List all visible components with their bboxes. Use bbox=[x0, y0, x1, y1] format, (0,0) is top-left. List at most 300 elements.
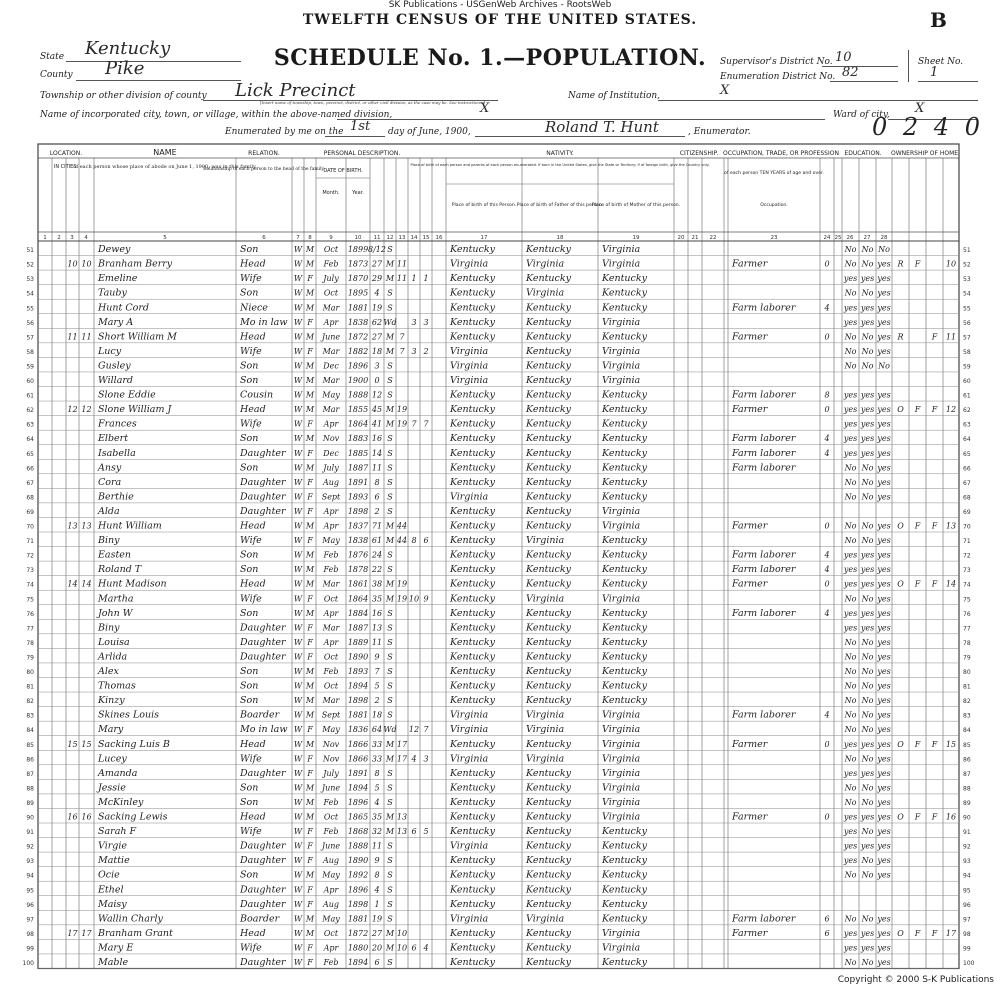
cell-year: 1880 bbox=[347, 943, 369, 953]
cell-month: July bbox=[323, 463, 339, 473]
cell-age: 35 bbox=[371, 594, 383, 604]
cell-age: 4 bbox=[374, 797, 380, 807]
cell-color: W bbox=[293, 827, 303, 837]
cell-pob: Kentucky bbox=[450, 447, 495, 459]
cell-age: 8 bbox=[374, 477, 380, 487]
cell-ms: S bbox=[387, 623, 393, 633]
cell-age: 61 bbox=[371, 536, 383, 546]
institution-line bbox=[658, 99, 978, 101]
cell-sex: F bbox=[307, 754, 313, 764]
cell-ms: Wd bbox=[383, 725, 397, 735]
cell-age: 7 bbox=[374, 667, 380, 676]
cell-ch: 12 bbox=[408, 725, 420, 735]
source-banner: SK Publications - USGenWeb Archives - RootsWeb bbox=[388, 0, 612, 10]
cell-fam: 13 bbox=[81, 521, 92, 531]
cell-read: yes bbox=[843, 856, 858, 866]
cell-eng: yes bbox=[877, 928, 891, 938]
cell-sex: M bbox=[305, 667, 315, 676]
cell-pobf: Kentucky bbox=[526, 418, 571, 430]
cell-pobf: Virginia bbox=[526, 535, 565, 547]
cell-color: W bbox=[293, 958, 303, 967]
row-number-right: 84 bbox=[963, 727, 971, 735]
cell-eng: yes bbox=[877, 768, 891, 778]
cell-month: Mar bbox=[322, 405, 340, 415]
cell-dw: 13 bbox=[67, 521, 78, 531]
cell-name: Branham Grant bbox=[98, 927, 173, 939]
cell-ms: S bbox=[387, 870, 393, 880]
cell-pob: Kentucky bbox=[450, 869, 495, 881]
row-number-right: 63 bbox=[963, 421, 971, 429]
cell-write: yes bbox=[860, 608, 875, 618]
row-number-right: 92 bbox=[963, 843, 971, 851]
cell-pobm: Virginia bbox=[602, 520, 641, 532]
cell-name: McKinley bbox=[98, 796, 144, 808]
cell-color: W bbox=[293, 245, 303, 255]
cell-pobm: Kentucky bbox=[602, 869, 647, 881]
cell-pobf: Kentucky bbox=[526, 651, 571, 663]
cell-ms: S bbox=[387, 667, 393, 676]
cell-rel: Wife bbox=[240, 345, 262, 357]
enumerated-middle: day of June, 1900, bbox=[388, 127, 471, 137]
cell-rel: Son bbox=[240, 360, 259, 372]
state-line bbox=[66, 60, 241, 62]
cell-name: Wallin Charly bbox=[98, 913, 163, 925]
cell-pobm: Kentucky bbox=[602, 578, 647, 590]
cell-free: F bbox=[914, 812, 921, 822]
cell-pobm: Virginia bbox=[602, 360, 641, 372]
cell-pobm: Kentucky bbox=[602, 884, 647, 896]
cell-rel: Daughter bbox=[240, 840, 286, 852]
cell-cl: 7 bbox=[423, 725, 429, 735]
row-number-right: 67 bbox=[963, 479, 971, 487]
cell-read: No bbox=[844, 463, 857, 473]
row-number-left: 73 bbox=[26, 567, 34, 575]
cell-read: No bbox=[844, 797, 857, 807]
row-number-right: 80 bbox=[963, 669, 971, 676]
cell-age: 24 bbox=[371, 550, 383, 560]
group-header: NAME bbox=[153, 148, 177, 157]
cell-rel: Boarder bbox=[240, 913, 280, 925]
cell-ms: M bbox=[385, 827, 395, 837]
cell-read: yes bbox=[843, 623, 858, 633]
cell-age: 27 bbox=[371, 332, 383, 342]
cell-write: yes bbox=[860, 434, 875, 444]
row-number-right: 53 bbox=[963, 276, 971, 284]
cell-name: Frances bbox=[98, 418, 137, 430]
column-number: 18 bbox=[556, 235, 564, 241]
cell-pobf: Kentucky bbox=[526, 476, 571, 488]
cell-name: Slone William J bbox=[98, 404, 172, 416]
cell-pob: Kentucky bbox=[450, 826, 495, 838]
row-number-left: 76 bbox=[26, 610, 34, 618]
cell-pobf: Kentucky bbox=[526, 360, 571, 372]
cell-pobf: Kentucky bbox=[526, 666, 571, 677]
cell-sex: M bbox=[305, 361, 315, 371]
cell-year: 1876 bbox=[347, 550, 369, 560]
cell-pobf: Kentucky bbox=[526, 375, 571, 386]
cell-name: Hunt William bbox=[98, 520, 162, 532]
cell-pobm: Kentucky bbox=[602, 331, 647, 343]
cell-name: Ocie bbox=[98, 869, 120, 881]
cell-year: 1866 bbox=[347, 754, 369, 764]
cell-month: May bbox=[322, 390, 340, 400]
cell-pob: Kentucky bbox=[450, 666, 495, 677]
cell-eng: yes bbox=[877, 259, 891, 269]
cell-mo: 4 bbox=[824, 565, 830, 575]
cell-year: 1885 bbox=[347, 448, 369, 458]
cell-ms: S bbox=[387, 783, 393, 793]
cell-name: Dewey bbox=[98, 244, 131, 256]
cell-pobm: Virginia bbox=[602, 782, 641, 794]
cell-pob: Kentucky bbox=[450, 462, 495, 474]
cell-pobf: Kentucky bbox=[526, 811, 571, 823]
column-number: 4 bbox=[84, 235, 88, 241]
cell-write: No bbox=[861, 725, 874, 735]
cell-rel: Wife bbox=[240, 942, 262, 954]
row-number-right: 82 bbox=[963, 698, 971, 706]
cell-rel: Daughter bbox=[240, 505, 286, 517]
cell-color: W bbox=[293, 536, 303, 546]
cell-age: 35 bbox=[371, 812, 383, 822]
column-number: 2 bbox=[57, 235, 61, 241]
cell-occ: Farmer bbox=[732, 738, 768, 750]
cell-month: Oct bbox=[323, 594, 339, 604]
cell-pob: Kentucky bbox=[450, 898, 495, 910]
cell-pobf: Virginia bbox=[526, 593, 565, 605]
cell-pob: Kentucky bbox=[450, 927, 495, 939]
cell-mo: 0 bbox=[824, 739, 830, 749]
cell-pobm: Virginia bbox=[602, 942, 641, 954]
place-mother-subheader: Place of birth of Mother of this person. bbox=[591, 203, 681, 208]
cell-year: 1893 bbox=[347, 667, 369, 676]
row-number-left: 75 bbox=[26, 596, 34, 604]
cell-ms: S bbox=[387, 681, 393, 691]
cell-cl: 4 bbox=[423, 943, 429, 953]
cell-age: 1 bbox=[374, 899, 380, 909]
row-number-left: 87 bbox=[26, 770, 34, 778]
cell-write: yes bbox=[860, 812, 875, 822]
column-number: 1 bbox=[43, 235, 47, 241]
cell-name: Martha bbox=[98, 593, 134, 605]
cell-occ: Farm laborer bbox=[732, 462, 796, 474]
cell-year: 1890 bbox=[347, 652, 369, 662]
cell-free: F bbox=[914, 739, 921, 749]
cell-fh: F bbox=[931, 332, 938, 342]
cell-cl: 2 bbox=[423, 346, 429, 356]
column-number: 8 bbox=[308, 235, 312, 241]
cell-name: Roland T bbox=[98, 564, 142, 576]
cell-read: yes bbox=[843, 317, 858, 327]
cell-eng: yes bbox=[877, 739, 891, 749]
cell-my: 10 bbox=[396, 943, 408, 953]
cell-rel: Head bbox=[240, 404, 266, 416]
row-number-right: 55 bbox=[963, 305, 971, 313]
cell-sex: F bbox=[307, 419, 313, 429]
group-header: RELATION. bbox=[248, 150, 280, 157]
cell-my: 44 bbox=[396, 521, 408, 531]
cell-rel: Daughter bbox=[240, 767, 286, 779]
cell-my: 13 bbox=[396, 827, 408, 837]
cell-schn: 14 bbox=[945, 579, 957, 589]
cell-dw: 11 bbox=[67, 332, 78, 342]
cell-pobf: Kentucky bbox=[526, 607, 571, 619]
county-label: County bbox=[40, 70, 73, 80]
cell-write: No bbox=[861, 361, 874, 371]
cell-pobm: Virginia bbox=[602, 796, 641, 808]
cell-pobf: Kentucky bbox=[526, 447, 571, 459]
cell-rel: Daughter bbox=[240, 476, 286, 488]
county-line bbox=[76, 79, 241, 81]
cell-write: yes bbox=[860, 928, 875, 938]
row-number-left: 70 bbox=[26, 523, 34, 531]
cell-rel: Head bbox=[240, 258, 266, 270]
cell-read: yes bbox=[843, 303, 858, 313]
cell-month: Aug bbox=[322, 477, 340, 487]
cell-pob: Kentucky bbox=[450, 404, 495, 416]
cell-color: W bbox=[293, 492, 303, 502]
cell-month: June bbox=[321, 783, 341, 793]
cell-age: 5 bbox=[374, 681, 380, 691]
cell-month: Sept bbox=[321, 492, 341, 502]
cell-rel: Daughter bbox=[240, 855, 286, 867]
cell-pobf: Kentucky bbox=[526, 564, 571, 576]
cell-sex: F bbox=[307, 346, 313, 356]
cell-pob: Kentucky bbox=[450, 418, 495, 430]
row-number-left: 95 bbox=[26, 887, 34, 895]
cell-month: Nov bbox=[322, 754, 340, 764]
column-number: 23 bbox=[770, 235, 778, 241]
row-number-left: 58 bbox=[26, 348, 34, 356]
name-subheader: of each person whose place of abode on June 1, 1900, was in this family. bbox=[73, 164, 257, 170]
row-number-right: 77 bbox=[963, 625, 971, 633]
cell-sex: M bbox=[305, 608, 315, 618]
cell-name: Hunt Cord bbox=[98, 302, 149, 314]
cell-pob: Kentucky bbox=[450, 607, 495, 619]
row-number-right: 56 bbox=[963, 319, 971, 327]
row-number-right: 79 bbox=[963, 654, 971, 662]
row-number-right: 68 bbox=[963, 494, 971, 502]
cell-month: July bbox=[323, 274, 339, 284]
cell-pob: Kentucky bbox=[450, 505, 495, 517]
cell-pobf: Kentucky bbox=[526, 826, 571, 838]
row-number-left: 67 bbox=[26, 479, 34, 487]
cell-rel: Wife bbox=[240, 418, 262, 430]
cell-color: W bbox=[293, 361, 303, 371]
cell-pob: Kentucky bbox=[450, 433, 495, 445]
institution-label: Name of Institution, bbox=[568, 91, 661, 101]
row-number-right: 100 bbox=[963, 960, 975, 967]
row-number-right: 98 bbox=[963, 930, 971, 938]
row-number-right: 54 bbox=[963, 290, 971, 298]
cell-write: yes bbox=[860, 274, 875, 284]
cell-age: 62 bbox=[371, 317, 383, 327]
cell-ms: S bbox=[387, 856, 393, 866]
cell-mo: 4 bbox=[824, 448, 830, 458]
cell-name: Emeline bbox=[98, 273, 138, 285]
cell-month: Mar bbox=[322, 579, 340, 589]
cell-sex: F bbox=[307, 827, 313, 837]
schedule-title: SCHEDULE No. 1.—POPULATION. bbox=[273, 45, 707, 71]
cell-mo: 8 bbox=[824, 390, 830, 400]
column-number: 7 bbox=[296, 235, 300, 241]
column-number: 5 bbox=[163, 235, 167, 241]
cell-age: 3 bbox=[374, 361, 380, 371]
cell-age: 18 bbox=[371, 346, 383, 356]
cell-mo: 0 bbox=[824, 521, 830, 531]
cell-rel: Daughter bbox=[240, 491, 286, 503]
cell-write: No bbox=[861, 477, 874, 487]
row-number-right: 97 bbox=[963, 916, 971, 924]
cell-color: W bbox=[293, 346, 303, 356]
cell-year: 1882 bbox=[347, 346, 369, 356]
cell-year: 1898 bbox=[347, 696, 369, 706]
cell-eng: yes bbox=[877, 652, 891, 662]
cell-occ: Farm laborer bbox=[732, 913, 796, 925]
cell-color: W bbox=[293, 812, 303, 822]
cell-cl: 7 bbox=[423, 419, 429, 429]
cell-sex: M bbox=[305, 797, 315, 807]
cell-mo: 6 bbox=[824, 928, 830, 938]
cell-occ: Farmer bbox=[732, 578, 768, 590]
cell-read: yes bbox=[843, 608, 858, 618]
cell-sex: M bbox=[305, 681, 315, 691]
cell-fh: F bbox=[931, 928, 938, 938]
cell-month: Mar bbox=[322, 376, 340, 385]
cell-name: Willard bbox=[98, 375, 133, 386]
enumeration-line bbox=[830, 80, 898, 82]
cell-pob: Kentucky bbox=[450, 651, 495, 663]
cell-schn: 17 bbox=[945, 928, 957, 938]
cell-fam: 10 bbox=[81, 259, 92, 269]
cell-sex: F bbox=[307, 448, 313, 458]
cell-write: No bbox=[861, 245, 874, 255]
cell-sex: F bbox=[307, 274, 313, 284]
cell-year: 1883 bbox=[347, 434, 369, 444]
cell-write: No bbox=[861, 710, 874, 720]
cell-name: Mary E bbox=[98, 942, 134, 954]
cell-year: 1868 bbox=[347, 827, 369, 837]
cell-write: No bbox=[861, 288, 874, 298]
cell-eng: yes bbox=[877, 317, 891, 327]
cell-occ: Farm laborer bbox=[732, 389, 796, 401]
cell-mo: 4 bbox=[824, 710, 830, 720]
cell-pobf: Virginia bbox=[526, 753, 565, 765]
cell-my: 17 bbox=[396, 754, 408, 764]
cell-sex: F bbox=[307, 477, 313, 487]
cell-month: Nov bbox=[322, 739, 340, 749]
cell-own: O bbox=[897, 739, 904, 749]
cell-age: 2 bbox=[374, 696, 380, 706]
cell-pobf: Kentucky bbox=[526, 273, 571, 285]
cell-pob: Virginia bbox=[450, 491, 489, 503]
cell-schn: 11 bbox=[945, 332, 957, 342]
cell-eng: No bbox=[878, 245, 890, 255]
cell-pob: Kentucky bbox=[450, 622, 495, 634]
township-label: Township or other division of county bbox=[40, 91, 207, 101]
cell-pobm: Kentucky bbox=[602, 535, 647, 547]
cell-pobf: Kentucky bbox=[526, 680, 571, 692]
cell-read: No bbox=[844, 696, 857, 706]
cell-color: W bbox=[293, 550, 303, 560]
row-number-left: 91 bbox=[26, 829, 34, 837]
cell-year: 1896 bbox=[347, 885, 369, 895]
cell-age: 32 bbox=[371, 827, 383, 837]
row-number-left: 86 bbox=[26, 756, 34, 764]
cell-schn: 13 bbox=[945, 521, 957, 531]
cell-age: 4 bbox=[374, 885, 380, 895]
cell-name: Arlida bbox=[98, 651, 128, 663]
column-number: 24 bbox=[823, 235, 831, 241]
cell-pobf: Virginia bbox=[526, 913, 565, 925]
row-number-right: 70 bbox=[963, 523, 971, 531]
cell-ms: M bbox=[385, 536, 395, 546]
institution-value: X bbox=[720, 83, 730, 98]
cell-year: 1861 bbox=[347, 579, 369, 589]
cell-sex: M bbox=[305, 434, 315, 444]
cell-color: W bbox=[293, 914, 303, 924]
cell-name: Kinzy bbox=[98, 695, 125, 707]
group-header: LOCATION. bbox=[49, 150, 83, 157]
cell-read: No bbox=[844, 492, 857, 502]
cell-color: W bbox=[293, 594, 303, 604]
cell-year: 1889 bbox=[347, 637, 369, 647]
location-subheader: IN CITIES. bbox=[53, 164, 79, 170]
column-number: 10 bbox=[354, 235, 362, 241]
cell-ms: S bbox=[387, 637, 393, 647]
cell-sex: M bbox=[305, 550, 315, 560]
cell-eng: yes bbox=[877, 783, 891, 793]
cell-name: Slone Eddie bbox=[98, 389, 156, 401]
cell-month: Apr bbox=[323, 506, 339, 516]
sheet-letter: B bbox=[930, 8, 947, 32]
row-number-left: 81 bbox=[26, 683, 34, 691]
cell-rel: Daughter bbox=[240, 622, 286, 634]
cell-sex: F bbox=[307, 317, 313, 327]
cell-eng: No bbox=[878, 361, 890, 371]
row-number-left: 82 bbox=[26, 698, 34, 706]
cell-eng: yes bbox=[877, 405, 891, 415]
cell-sex: F bbox=[307, 652, 313, 662]
occupation-subheader: of each person TEN YEARS of age and over. bbox=[724, 171, 824, 176]
cell-ms: S bbox=[387, 565, 393, 575]
cell-age: 8/12 bbox=[368, 245, 386, 255]
cell-eng: yes bbox=[877, 274, 891, 284]
cell-month: May bbox=[322, 914, 340, 924]
cell-name: Gusley bbox=[98, 360, 131, 372]
cell-mo: 0 bbox=[824, 812, 830, 822]
cell-sex: F bbox=[307, 943, 313, 953]
cell-name: Berthie bbox=[98, 491, 134, 503]
enumerated-prefix: Enumerated by me on the bbox=[225, 127, 344, 137]
sheet-line bbox=[918, 80, 978, 82]
cell-pob: Kentucky bbox=[450, 636, 495, 648]
cell-read: yes bbox=[843, 550, 858, 560]
cell-eng: yes bbox=[877, 477, 891, 487]
cell-ms: S bbox=[387, 303, 393, 313]
row-number-left: 89 bbox=[26, 799, 34, 807]
column-number: 26 bbox=[846, 235, 854, 241]
column-number: 20 bbox=[677, 235, 685, 241]
column-number: 11 bbox=[373, 235, 381, 241]
cell-pobf: Kentucky bbox=[526, 433, 571, 445]
cell-year: 1864 bbox=[347, 594, 369, 604]
cell-eng: yes bbox=[877, 754, 891, 764]
cell-sex: M bbox=[305, 288, 315, 298]
cell-month: Feb bbox=[323, 565, 339, 575]
cell-eng: yes bbox=[877, 521, 891, 531]
cell-read: No bbox=[844, 870, 857, 880]
cell-sex: M bbox=[305, 521, 315, 531]
